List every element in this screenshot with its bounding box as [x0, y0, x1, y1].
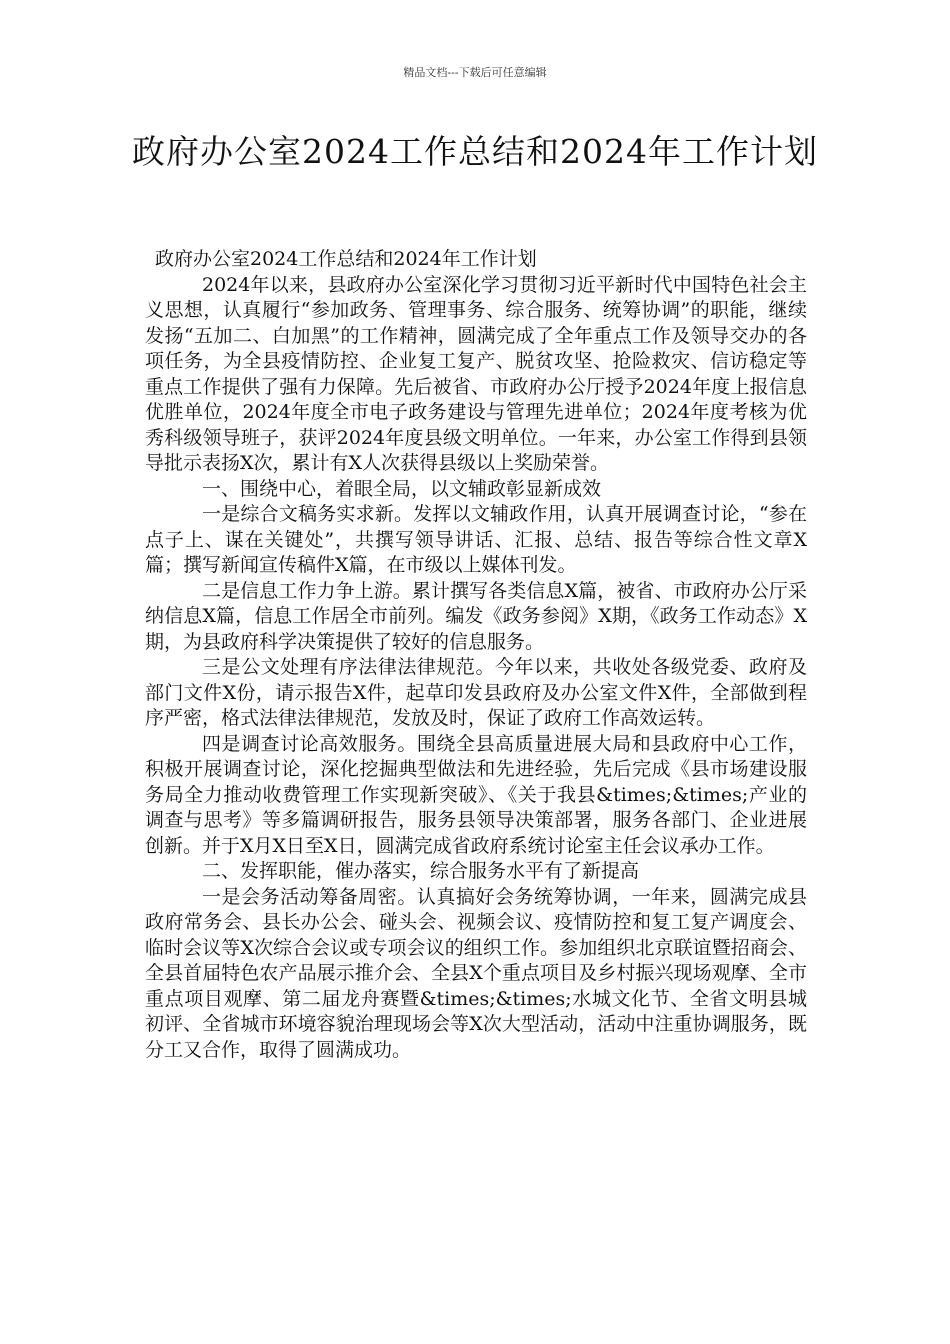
- paragraph-intro: 2024年以来，县政府办公室深化学习贯彻习近平新时代中国特色社会主义思想，认真履行“参加政务、管理事务、综合服务、统筹协调”的职能，继续发扬“五加二、白加黑”的工作精神，圆满完成了全年重点工作及领导交办的各项任务，为全县疫情防控、企业复工复产、脱贫攻坚、抢险救灾、信访稳定等重点工作提供了强有力保障。先后被省、市政府办公厅授予2024年度上报信息优胜单位，2024年度全市电子政务建设与管理先进单位；2024年度考核为优秀科级领导班子，获评2024年度县级文明单位。一年来，办公室工作得到县领导批示表扬X次，累计有X人次获得县级以上奖励荣誉。: [145, 273, 807, 474]
- paragraph-official-docs: 三是公文处理有序法律法律规范。今年以来，共收处各级党委、政府及部门文件X份，请示报告X件，起草印发县政府及办公室文件X件，全部做到程序严密，格式法律法律规范，发放及时，保证了政府工作高效运转。: [145, 656, 807, 729]
- header-note: 精品文档---下载后可任意编辑: [403, 66, 547, 79]
- paragraph-meetings: 一是会务活动筹备周密。认真搞好会务统筹协调，一年来，圆满完成县政府常务会、县长办公会、碰头会、视频会议、疫情防控和复工复产调度会、临时会议等X次综合会议或专项会议的组织工作。参加组织北京联谊暨招商会、全县首届特色农产品展示推介会、全县X个重点项目及乡村振兴现场观摩、全市重点项目观摩、第二届龙舟赛暨&times;&times;水城文化节、全省文明县城初评、全省城市环境容貌治理现场会等X次大型活动，活动中注重协调服务，既分工又合作，取得了圆满成功。: [145, 885, 807, 1061]
- paragraph-documents: 一是综合文稿务实求新。发挥以文辅政作用，认真开展调查讨论，“参在点子上、谋在关键处”，共撰写领导讲话、汇报、总结、报告等综合性文章X篇；撰写新闻宣传稿件X篇，在市级以上媒体刊发。: [145, 503, 807, 576]
- document-subtitle: 政府办公室2024工作总结和2024年工作计划: [155, 248, 537, 270]
- section-heading-2: 二、发挥职能，催办落实，综合服务水平有了新提高: [202, 860, 640, 882]
- paragraph-research: 四是调查讨论高效服务。围绕全县高质量进展大局和县政府中心工作，积极开展调查讨论，深化挖掘典型做法和先进经验，先后完成《县市场建设服务局全力推动收费管理工作实现新突破》、《关于我县&times;&times;产业的调查与思考》等多篇调研报告，服务县领导决策部署，服务各部门、企业进展创新。并于X月X日至X日，圆满完成省政府系统讨论室主任会议承办工作。: [145, 732, 807, 857]
- document-title: 政府办公室2024工作总结和2024年工作计划: [132, 132, 818, 171]
- paragraph-information: 二是信息工作力争上游。累计撰写各类信息X篇，被省、市政府办公厅采纳信息X篇，信息工作居全市前列。编发《政务参阅》X期，《政务工作动态》X期，为县政府科学决策提供了较好的信息服务。: [145, 579, 807, 653]
- document-body: [145, 247, 807, 1063]
- section-heading-1: 一、围绕中心，着眼全局，以文辅政彰显新成效: [202, 477, 602, 500]
